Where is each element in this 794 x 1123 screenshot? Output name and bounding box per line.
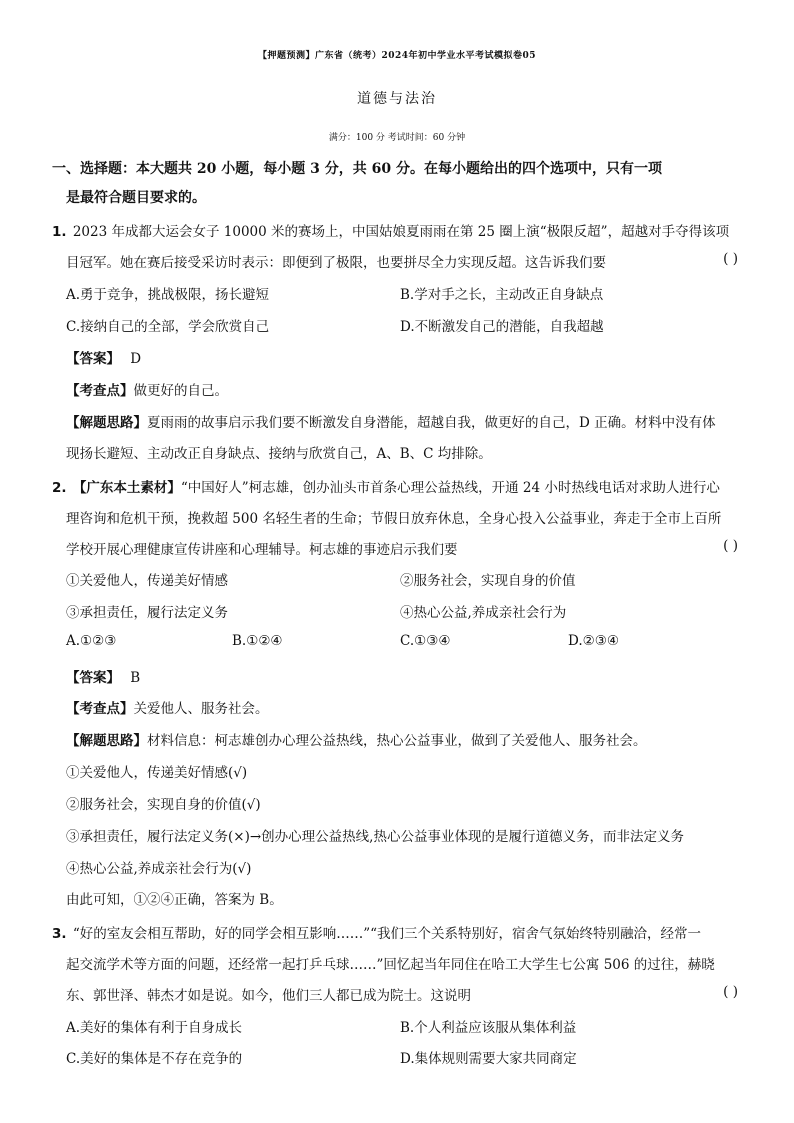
q2-stem-line1	[52, 476, 720, 496]
exam-meta: 满分：100 分 考试时间：60 分钟	[328, 133, 466, 143]
q1-stem-line1	[52, 220, 729, 240]
q2-item-2: ②服务社会，实现自身的价值	[400, 573, 576, 589]
q1-point-text: 做更好的自己。	[133, 383, 228, 399]
q3-stem-text1: “好的室友会相互帮助，好的同学会相互影响……”“我们三个关系特别好，宿舍气氛始终特别融洽，经常一	[72, 926, 702, 942]
q2-conclusion: 由此可知，①②④正确，答案为 B。	[66, 892, 283, 908]
q2-answer-bracket: ( )	[723, 538, 738, 554]
q1-stem-text1: 2023 年成都大运会女子 10000 米的赛场上，中国姑娘夏雨雨在第 25 圈上演“极限反超”，超越对手夺得该项	[72, 224, 730, 240]
q1-analysis-label: 【解题思路】	[66, 415, 147, 431]
q2-check-1: ①关爱他人，传递美好情感(√)	[66, 765, 248, 781]
q3-option-b: B.个人利益应该服从集体利益	[400, 1020, 577, 1036]
q1-point	[66, 379, 228, 399]
q1-option-c: C.接纳自己的全部，学会欣赏自己	[66, 319, 270, 335]
q1-option-d: D.不断激发自己的潜能，自我超越	[400, 319, 604, 335]
section-heading-line2: 是最符合题目要求的。	[66, 190, 206, 206]
q2-answer-value: B	[130, 670, 141, 686]
q1-analysis-line1	[66, 411, 716, 431]
q2-answer-label: 【答案】	[66, 670, 120, 686]
q1-answer	[66, 347, 141, 367]
q3-stem-line1	[52, 922, 701, 942]
q2-point-label: 【考查点】	[66, 701, 134, 717]
q2-option-a: A.①②③	[66, 633, 117, 649]
q2-point-text: 关爱他人、服务社会。	[133, 701, 269, 717]
q2-check-3: ③承担责任，履行法定义务(×)→创办心理公益热线,热心公益事业体现的是履行道德义务，而非法定义务	[66, 829, 684, 845]
q1-stem-line2: 目冠军。她在赛后接受采访时表示：即便到了极限，也要拼尽全力实现反超。这告诉我们要	[66, 255, 606, 271]
q1-point-label: 【考查点】	[66, 383, 134, 399]
q3-option-c: C.美好的集体是不存在竞争的	[66, 1051, 243, 1067]
q2-number: 2.	[52, 480, 67, 496]
q2-item-3: ③承担责任，履行法定义务	[66, 605, 228, 621]
q3-stem-line2: 起交流学术等方面的问题，还经常一起打乒乓球……”回忆起当年同住在哈工大学生七公寓 506 的过往，赫晓	[66, 957, 715, 973]
q2-option-c: C.①③④	[400, 633, 451, 649]
q2-source-tag: 【广东本土素材】	[72, 480, 181, 496]
q2-analysis-label: 【解题思路】	[66, 733, 147, 749]
q1-analysis-line2: 现扬长避短、主动改正自身缺点、接纳与欣赏自己，A、B、C 均排除。	[66, 446, 492, 462]
section-heading-line1: 一、选择题：本大题共 20 小题，每小题 3 分，共 60 分。在每小题给出的四个选项中，只有一项	[52, 161, 662, 177]
q2-stem-line3: 学校开展心理健康宣传讲座和心理辅导。柯志雄的事迹启示我们要	[66, 542, 458, 558]
q1-answer-value: D	[130, 351, 142, 367]
q3-option-d: D.集体规则需要大家共同商定	[400, 1051, 577, 1067]
q2-point	[66, 697, 269, 717]
q1-number: 1.	[52, 224, 67, 240]
q1-option-a: A.勇于竞争，挑战极限，扬长避短	[66, 287, 270, 303]
q1-answer-bracket: ( )	[723, 251, 738, 267]
q2-item-4: ④热心公益,养成亲社会行为	[400, 605, 567, 621]
q2-answer	[66, 666, 140, 686]
q2-analysis-text1: 材料信息：柯志雄创办心理公益热线，热心公益事业，做到了关爱他人、服务社会。	[147, 733, 647, 749]
q3-stem-line3: 东、郭世泽、韩杰才如是说。如今，他们三人都已成为院士。这说明	[66, 988, 471, 1004]
q2-option-b: B.①②④	[232, 633, 283, 649]
q2-check-4: ④热心公益,养成亲社会行为(√)	[66, 861, 252, 877]
q1-answer-label: 【答案】	[66, 351, 120, 367]
q3-option-a: A.美好的集体有利于自身成长	[66, 1020, 243, 1036]
q1-option-b: B.学对手之长，主动改正自身缺点	[400, 287, 604, 303]
q2-check-2: ②服务社会，实现自身的价值(√)	[66, 797, 261, 813]
q2-stem-text1: “中国好人”柯志雄，创办汕头市首条心理公益热线，开通 24 小时热线电话对求助人进行心	[180, 480, 720, 496]
subject-title: 道德与法治	[357, 91, 437, 107]
q2-stem-line2: 理咨询和危机干预，挽救超 500 名轻生者的生命；节假日放弃休息，全身心投入公益事业，奔走于全市上百所	[66, 511, 722, 527]
q3-answer-bracket: ( )	[723, 984, 738, 1000]
q2-option-d: D.②③④	[568, 633, 619, 649]
q3-number: 3.	[52, 926, 67, 942]
paper-title: 【押题预测】广东省（统考）2024年初中学业水平考试模拟卷05	[257, 51, 537, 61]
q1-analysis-text1: 夏雨雨的故事启示我们要不断激发自身潜能，超越自我，做更好的自己，D 正确。材料中没有体	[147, 415, 716, 431]
q2-analysis-line1	[66, 729, 647, 749]
q2-item-1: ①关爱他人，传递美好情感	[66, 573, 228, 589]
